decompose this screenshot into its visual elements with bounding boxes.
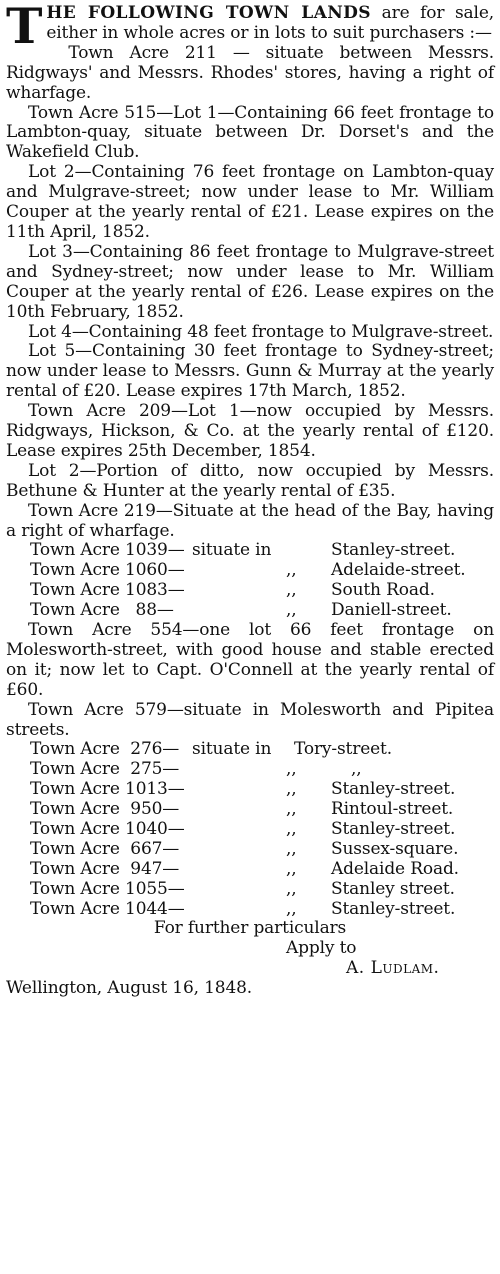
signature: A. Ludlam. bbox=[346, 958, 440, 979]
acre-number: Town Acre 276— bbox=[30, 739, 180, 760]
acre-row bbox=[6, 740, 494, 760]
intro-text: are for sale, either in whole acres or in lots to suit purchasers :— bbox=[46, 3, 494, 43]
acre-street: Stanley-street. bbox=[331, 540, 456, 561]
acre-number: Town Acre 947— bbox=[30, 858, 180, 879]
acre-street: Stanley street. bbox=[331, 878, 455, 899]
paragraph-acre-579: Town Acre 579—situate in Molesworth and Pipitea streets. bbox=[6, 699, 494, 740]
dateline: Wellington, August 16, 1848. bbox=[6, 978, 253, 999]
acre-list-1 bbox=[6, 541, 494, 621]
acre-street: Stanley-street. bbox=[331, 779, 456, 800]
paragraph-lot-3: Lot 3—Containing 86 feet frontage to Mulgrave-street and Sydney-street; now under lease to Mr. William Couper at the yearly rental of £26. Lease expires on the 10th February, 1852. bbox=[6, 241, 494, 322]
acre-number: Town Acre 950— bbox=[30, 799, 180, 820]
acre-row bbox=[6, 820, 494, 840]
acre-number: Town Acre 1083— bbox=[30, 580, 185, 601]
drop-cap: T bbox=[6, 0, 43, 55]
acre-street: South Road. bbox=[331, 580, 435, 601]
acre-row bbox=[6, 800, 494, 820]
acre-mark: ,, bbox=[286, 600, 297, 621]
paragraph-acre-554: Town Acre 554—one lot 66 feet frontage on Molesworth-street, with good house and stable erected on it; now let to Capt. O'Connell at the yearly rental of £60. bbox=[6, 620, 494, 700]
acre-street: Adelaide Road. bbox=[331, 858, 459, 879]
paragraph-acre-515-lot-1: Town Acre 515—Lot 1—Containing 66 feet frontage to Lambton-quay, situate between Dr. Dorset's and the Wakefield Club. bbox=[6, 102, 494, 163]
acre-mark: ,, bbox=[286, 819, 297, 840]
acre-street: ,, bbox=[351, 759, 362, 780]
acre-mark: ,, bbox=[286, 799, 297, 820]
acre-mark: situate in bbox=[192, 739, 272, 760]
paragraph-acre-209: Town Acre 209—Lot 1—now occupied by Messrs. Ridgways, Hickson, & Co. at the yearly rental of £120. Lease expires 25th December, 1854. bbox=[6, 401, 494, 461]
advert-intro bbox=[6, 0, 494, 55]
paragraph-lot-5: Lot 5—Containing 30 feet frontage to Sydney-street; now under lease to Messrs. Gunn & Murray at the yearly rental of £20. Lease expires 17th March, 1852. bbox=[6, 341, 494, 402]
acre-row bbox=[6, 581, 494, 601]
acre-mark: ,, bbox=[286, 580, 297, 601]
acre-street: Rintoul-street. bbox=[331, 799, 454, 820]
acre-row bbox=[6, 840, 494, 860]
acre-street: Tory-street. bbox=[294, 739, 392, 760]
acre-mark: ,, bbox=[286, 560, 297, 581]
headline: HE FOLLOWING TOWN LANDS bbox=[46, 3, 371, 23]
paragraph-acre-209-lot-2: Lot 2—Portion of ditto, now occupied by Messrs. Bethune & Hunter at the yearly rental of £35. bbox=[6, 460, 494, 501]
acre-mark: ,, bbox=[286, 779, 297, 800]
acre-number: Town Acre 275— bbox=[30, 759, 180, 780]
acre-row bbox=[6, 860, 494, 880]
acre-row bbox=[6, 561, 494, 581]
acre-number: Town Acre 1060— bbox=[30, 560, 185, 581]
acre-street: Sussex-square. bbox=[331, 838, 459, 859]
paragraph-acre-211: Town Acre 211 — situate between Messrs. Ridgways' and Messrs. Rhodes' stores, having a right of wharfage. bbox=[6, 42, 494, 103]
acre-list-2 bbox=[6, 740, 494, 919]
acre-row bbox=[6, 760, 494, 780]
acre-number: Town Acre 1013— bbox=[30, 779, 185, 800]
acre-row bbox=[6, 541, 494, 561]
acre-mark: ,, bbox=[286, 898, 297, 919]
acre-mark: ,, bbox=[286, 878, 297, 899]
acre-number: Town Acre 1055— bbox=[30, 878, 185, 899]
acre-number: Town Acre 667— bbox=[30, 838, 180, 859]
acre-mark: situate in bbox=[192, 540, 272, 561]
acre-row bbox=[6, 880, 494, 900]
further-particulars: For further particulars bbox=[153, 918, 347, 939]
acre-row bbox=[6, 601, 494, 621]
paragraph-acre-219: Town Acre 219—Situate at the head of the Bay, having a right of wharfage. bbox=[6, 500, 494, 541]
acre-mark: ,, bbox=[286, 759, 297, 780]
acre-street: Stanley-street. bbox=[331, 819, 456, 840]
acre-number: Town Acre 1040— bbox=[30, 819, 185, 840]
acre-street: Stanley-street. bbox=[331, 898, 456, 919]
acre-mark: ,, bbox=[286, 858, 297, 879]
acre-number: Town Acre 88— bbox=[30, 600, 174, 621]
acre-street: Adelaide-street. bbox=[331, 560, 466, 581]
acre-street: Daniell-street. bbox=[331, 600, 452, 621]
acre-row bbox=[6, 780, 494, 800]
acre-row bbox=[6, 900, 494, 920]
paragraph-lot-2: Lot 2—Containing 76 feet frontage on Lambton-quay and Mulgrave-street; now under lease to Mr. William Couper at the yearly rental of £21. Lease expires on the 11th April, 1852. bbox=[6, 162, 494, 242]
acre-mark: ,, bbox=[286, 838, 297, 859]
paragraph-lot-4: Lot 4—Containing 48 feet frontage to Mulgrave-street. bbox=[28, 321, 494, 342]
acre-number: Town Acre 1039— bbox=[30, 540, 185, 561]
apply-to: Apply to bbox=[286, 938, 357, 959]
acre-number: Town Acre 1044— bbox=[30, 898, 185, 919]
